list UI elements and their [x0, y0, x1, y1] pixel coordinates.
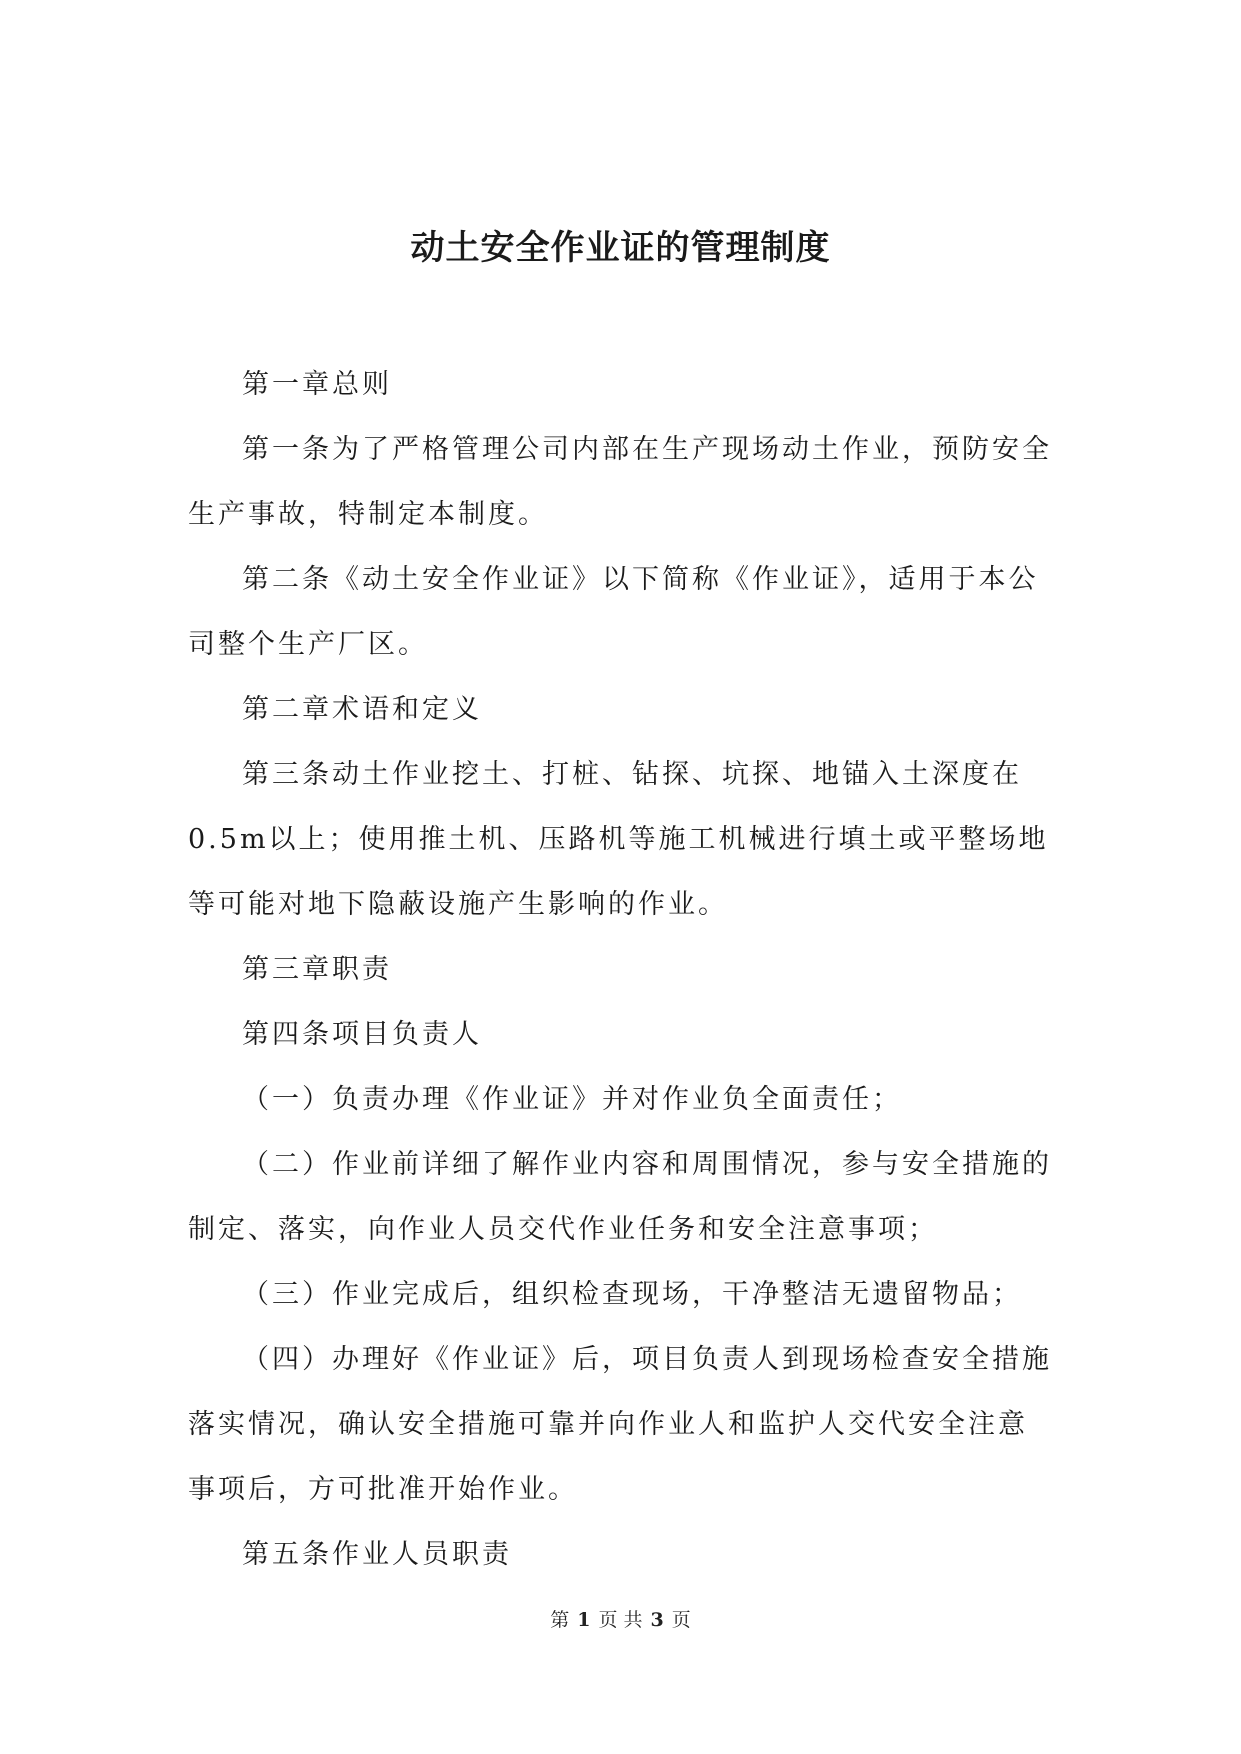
page-footer — [0, 1606, 1241, 1634]
footer-prefix: 第 — [550, 1609, 570, 1631]
list-item: （二）作业前详细了解作业内容和周围情况，参与安全措施的制定、落实，向作业人员交代作业任务和安全注意事项； — [188, 1149, 1052, 1245]
footer-middle: 页 共 — [598, 1609, 643, 1631]
list-item: （一）负责办理《作业证》并对作业负全面责任； — [242, 1084, 902, 1115]
article-paragraph: 第二条《动土安全作业证》以下简称《作业证》，适用于本公司整个生产厂区。 — [188, 564, 1039, 660]
article-paragraph: 第三条动土作业挖土、打桩、钻探、坑探、地锚入土深度在0.5m以上；使用推土机、压路机等施工机械进行填土或平整场地等可能对地下隐蔽设施产生影响的作业。 — [188, 759, 1049, 920]
total-pages-number: 3 — [650, 1609, 664, 1631]
chapter-heading: 第二章术语和定义 — [242, 694, 482, 725]
chapter-heading: 第三章职责 — [242, 954, 392, 985]
article-paragraph: 第四条项目负责人 — [242, 1019, 482, 1050]
list-item: （三）作业完成后，组织检查现场，干净整洁无遗留物品； — [242, 1279, 1022, 1310]
document-body — [188, 352, 1053, 1587]
page-title: 动土安全作业证的管理制度 — [410, 228, 831, 268]
chapter-heading: 第一章总则 — [242, 369, 392, 400]
current-page-number: 1 — [577, 1609, 591, 1631]
article-paragraph: 第一条为了严格管理公司内部在生产现场动土作业，预防安全生产事故，特制定本制度。 — [188, 434, 1052, 530]
footer-suffix: 页 — [671, 1609, 691, 1631]
article-paragraph: 第五条作业人员职责 — [242, 1539, 512, 1570]
list-item: （四）办理好《作业证》后，项目负责人到现场检查安全措施落实情况，确认安全措施可靠并向作业人和监护人交代安全注意事项后，方可批准开始作业。 — [188, 1344, 1052, 1505]
